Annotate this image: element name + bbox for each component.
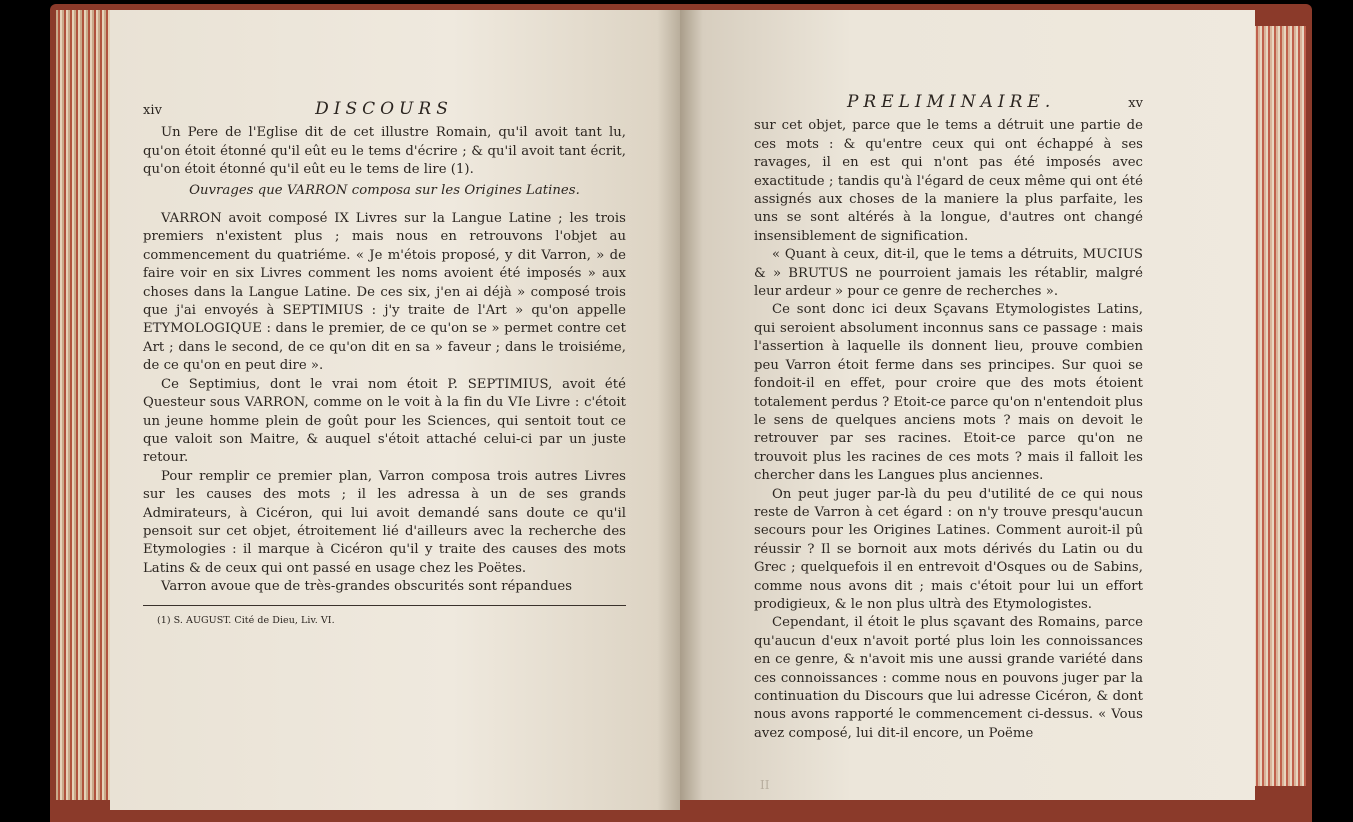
right-paragraph-1: sur cet objet, parce que le tems a détruit une partie de ces mots : & qu'entre ceux qui ont échappé à ses ravages, il en est qui n'ont pas été imposés avec exactitude ; tandis qu'à l'égard de ceux même qui ont été assignés aux choses de la maniere la plus parfaite, les uns se sont altérés à la longue, d'autres ont changé insensiblement de signification. — [754, 118, 1143, 244]
left-section-title: Ouvrages que VARRON composa sur les Origines Latines. — [189, 182, 580, 198]
left-paragraph-3: Ce Septimius, dont le vrai nom étoit P. SEPTIMIUS, avoit été Questeur sous VARRON, comme on le voit à la fin du VIe Livre : c'étoit un jeune homme plein de goût pour les Sciences, qui sentoit tout ce que valoit son Maitre, & auquel s'étoit attaché celui-ci par un juste retour. — [143, 376, 626, 466]
footnote-rule — [143, 605, 626, 606]
left-page-text — [143, 100, 626, 630]
right-running-title: PRELIMINAIRE. — [846, 92, 1056, 112]
left-running-head — [143, 100, 626, 120]
right-page-text — [754, 93, 1143, 743]
left-page-number: xiv — [143, 103, 162, 118]
left-paragraph-4: Pour remplir ce premier plan, Varron composa trois autres Livres sur les causes des mots ; il les adressa à un de ses grands Admirateurs, à Cicéron, qui lui avoit demandé sans doute ce qu'il pensoit sur cet objet, étroitement lié d'ailleurs avec la recherche des Etymologies : il marque à Cicéron qu'il y traite des causes des mots Latins & de ceux qui ont passé en usage chez les Poëtes. — [143, 468, 626, 576]
right-paragraph-5: Cependant, il étoit le plus sçavant des Romains, parce qu'aucun d'eux n'avoit porté plus loin les connoissances en ce genre, & n'avoit mis une aussi grande variété dans ces connoissances : comme nous en pouvons juger par la continuation du Discours que lui adresse Cicéron, & dont nous avons rapporté le commencement ci-dessus. « Vous avez composé, lui dit-il encore, un Poëme — [754, 615, 1143, 741]
right-page-edges — [1248, 26, 1306, 786]
right-running-head — [754, 93, 1143, 113]
right-marginal-mark: II — [760, 778, 770, 792]
right-paragraph-4: On peut juger par-là du peu d'utilité de ce qui nous reste de Varron à cet égard : on n'y trouve presqu'aucun secours pour les Origines Latines. Comment auroit-il pû réussir ? Il se bornoit aux mots dérivés du Latin ou du Grec ; quelquefois il en entrevoit d'Osques ou de Sabins, comme nous avons dit ; mais c'étoit pour lui un effort prodigieux, & le non plus ultrà des Etymologistes. — [754, 486, 1143, 612]
right-page-number: xv — [1128, 96, 1143, 111]
left-paragraph-1: Un Pere de l'Eglise dit de cet illustre Romain, qu'il avoit tant lu, qu'on étoit étonné qu'il eût eu le tems d'écrire ; & qu'il avoit tant écrit, qu'on étoit étonné qu'il eût eu le tems de lire (1). — [143, 125, 626, 178]
right-paragraph-3: Ce sont donc ici deux Sçavans Etymologistes Latins, qui seroient absolument inconnus sans ce passage : mais l'assertion à laquelle ils donnent lieu, prouve combien peu Varron étoit ferme dans ses principes. Sur quoi se fondoit-il en effet, pour croire que des mots étoient totalement perdus ? Etoit-ce parce qu'on n'entendoit plus le sens de quelques anciens mots ? mais on devoit le retrouver par ses racines. Etoit-ce parce qu'on ne trouvoit plus les racines de ces mots ? mais il falloit les chercher dans les Langues plus anciennes. — [754, 302, 1143, 484]
left-paragraph-2: VARRON avoit composé IX Livres sur la Langue Latine ; les trois premiers n'existent plus ; mais nous en retrouvons l'objet au commencement du quatriéme. « Je m'étois proposé, y dit Varron, » de faire voir en six Livres comment les noms avoient été imposés » aux choses dans la Langue Latine. De ces six, j'en ai déjà » composé trois que j'ai envoyés à SEPTIMIUS : j'y traite de l'Art » qu'on appelle ETYMOLOGIQUE : dans le premier, de ce qu'on se » permet contre cet Art ; dans le second, de ce qu'on dit en sa » faveur ; dans le troisiéme, de ce qu'on en peut dire ». — [143, 211, 626, 374]
left-running-title: DISCOURS — [315, 99, 453, 119]
left-paragraph-5: Varron avoue que de très-grandes obscurités sont répandues — [161, 579, 573, 595]
left-page-edges — [56, 10, 116, 800]
right-paragraph-2: « Quant à ceux, dit-il, que le tems a détruits, MUCIUS & » BRUTUS ne pourroient jamais les rétablir, malgré leur ardeur » pour ce genre de recherches ». — [754, 247, 1143, 300]
left-footnote: (1) S. AUGUST. Cité de Dieu, Liv. VI. — [157, 614, 335, 626]
